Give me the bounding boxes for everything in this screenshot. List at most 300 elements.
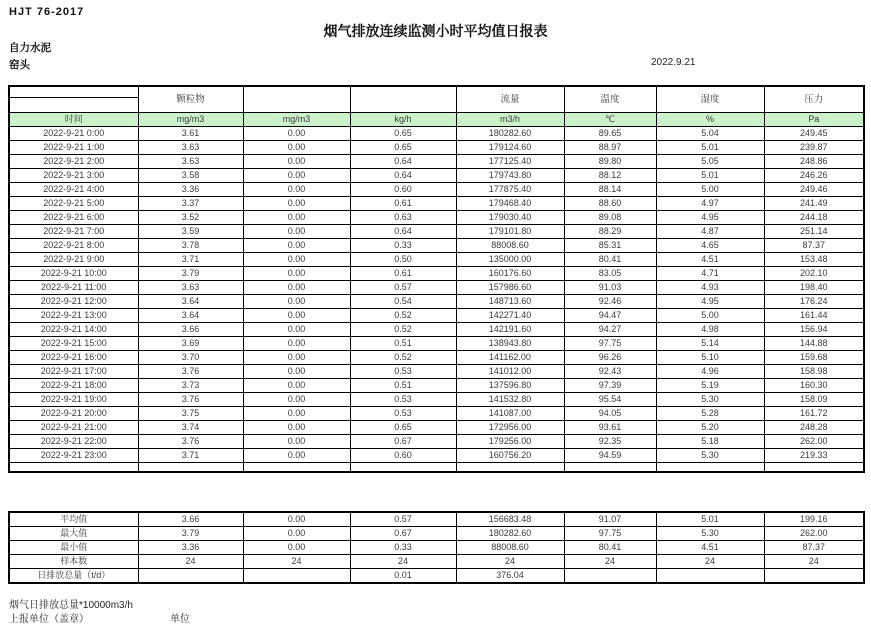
report-unit-label: 上报单位（盖章）: [9, 614, 89, 625]
table-cell: 0.00: [243, 309, 350, 323]
table-cell: 158.98: [764, 365, 864, 379]
table-cell: 0.00: [243, 365, 350, 379]
table-cell: 0.00: [243, 527, 350, 541]
table-cell: 2022-9-21 18:00: [9, 379, 138, 393]
table-cell: [456, 463, 564, 472]
table-cell: 180282.60: [456, 527, 564, 541]
table-cell: 248.28: [764, 421, 864, 435]
table-cell: 172956.00: [456, 421, 564, 435]
table-cell: 376.04: [456, 569, 564, 584]
table-cell: 3.76: [138, 365, 243, 379]
table-cell: 0.00: [243, 225, 350, 239]
table-cell: 89.65: [564, 127, 656, 141]
table-row: [9, 267, 864, 281]
table-cell: 2022-9-21 23:00: [9, 449, 138, 463]
unit-header-cell: 时间: [9, 113, 138, 127]
table-cell: 最大值: [9, 527, 138, 541]
table-cell: 3.61: [138, 127, 243, 141]
table-cell: 262.00: [764, 527, 864, 541]
table-cell: 5.01: [656, 141, 764, 155]
table-cell: 0.00: [243, 211, 350, 225]
table-cell: 24: [456, 555, 564, 569]
table-cell: 0.57: [350, 281, 456, 295]
column-header-cell: 压力: [764, 86, 864, 113]
table-cell: 2022-9-21 13:00: [9, 309, 138, 323]
column-header-cell: 温度: [564, 86, 656, 113]
table-cell: 159.68: [764, 351, 864, 365]
table-cell: 0.52: [350, 351, 456, 365]
footer-note: 烟气日排放总量*10000m3/h: [9, 600, 133, 611]
unit-header-cell: mg/m3: [243, 113, 350, 127]
table-cell: 241.49: [764, 197, 864, 211]
table-cell: 0.00: [243, 421, 350, 435]
unit-header-cell: m3/h: [456, 113, 564, 127]
table-cell: 5.04: [656, 127, 764, 141]
table-cell: 87.37: [764, 239, 864, 253]
table-cell: 2022-9-21 10:00: [9, 267, 138, 281]
table-cell: 88.97: [564, 141, 656, 155]
table-row: [9, 435, 864, 449]
table-cell: 153.48: [764, 253, 864, 267]
table-cell: 0.53: [350, 365, 456, 379]
summary-row: [9, 527, 864, 541]
table-cell: 5.10: [656, 351, 764, 365]
table-cell: 80.41: [564, 253, 656, 267]
table-row: [9, 225, 864, 239]
unit-header-cell: kg/h: [350, 113, 456, 127]
table-cell: 177125.40: [456, 155, 564, 169]
table-cell: 5.20: [656, 421, 764, 435]
table-cell: 89.08: [564, 211, 656, 225]
summary-row: [9, 541, 864, 555]
table-cell: 160.30: [764, 379, 864, 393]
table-cell: 249.46: [764, 183, 864, 197]
table-cell: 199.16: [764, 512, 864, 527]
table-cell: 148713.60: [456, 295, 564, 309]
table-cell: 0.60: [350, 449, 456, 463]
table-cell: 5.00: [656, 309, 764, 323]
table-cell: 0.64: [350, 225, 456, 239]
table-cell: 92.46: [564, 295, 656, 309]
table-cell: 5.28: [656, 407, 764, 421]
table-cell: 3.63: [138, 155, 243, 169]
table-cell: 180282.60: [456, 127, 564, 141]
table-cell: 0.00: [243, 449, 350, 463]
table-cell: 179030.40: [456, 211, 564, 225]
table-cell: 0.53: [350, 393, 456, 407]
table-cell: 3.70: [138, 351, 243, 365]
table-row: [9, 337, 864, 351]
table-cell: 2022-9-21 17:00: [9, 365, 138, 379]
table-row: [9, 127, 864, 141]
table-cell: 0.00: [243, 155, 350, 169]
column-header-cell: 颗粒物: [138, 86, 243, 113]
spacer-row: [9, 463, 864, 472]
table-cell: 92.43: [564, 365, 656, 379]
table-cell: 144.88: [764, 337, 864, 351]
table-cell: [243, 463, 350, 472]
table-cell: 2022-9-21 8:00: [9, 239, 138, 253]
table-cell: 141162.00: [456, 351, 564, 365]
table-cell: [764, 569, 864, 584]
table-cell: 0.00: [243, 239, 350, 253]
table-cell: 0.00: [243, 435, 350, 449]
table-cell: 97.39: [564, 379, 656, 393]
table-cell: 219.33: [764, 449, 864, 463]
table-cell: 0.00: [243, 541, 350, 555]
table-cell: 3.64: [138, 309, 243, 323]
table-cell: 87.37: [764, 541, 864, 555]
table-cell: 88008.60: [456, 239, 564, 253]
table-row: [9, 393, 864, 407]
table-cell: 3.52: [138, 211, 243, 225]
table-cell: 2022-9-21 6:00: [9, 211, 138, 225]
table-cell: 85.31: [564, 239, 656, 253]
table-cell: 141532.80: [456, 393, 564, 407]
table-cell: 0.64: [350, 155, 456, 169]
table-cell: 160756.20: [456, 449, 564, 463]
table-cell: 2022-9-21 7:00: [9, 225, 138, 239]
table-cell: 2022-9-21 16:00: [9, 351, 138, 365]
table-cell: 24: [764, 555, 864, 569]
table-cell: 88.12: [564, 169, 656, 183]
table-cell: 2022-9-21 4:00: [9, 183, 138, 197]
table-row: [9, 407, 864, 421]
table-cell: 0.53: [350, 407, 456, 421]
table-cell: 2022-9-21 2:00: [9, 155, 138, 169]
table-cell: 0.00: [243, 323, 350, 337]
table-cell: 2022-9-21 20:00: [9, 407, 138, 421]
table-row: [9, 183, 864, 197]
table-row: [9, 169, 864, 183]
table-cell: 0.00: [243, 197, 350, 211]
table-cell: 89.80: [564, 155, 656, 169]
table-row: [9, 211, 864, 225]
table-cell: 160176.60: [456, 267, 564, 281]
table-cell: 3.71: [138, 449, 243, 463]
table-cell: 248.86: [764, 155, 864, 169]
table-cell: 0.00: [243, 267, 350, 281]
summary-row: [9, 555, 864, 569]
table-cell: 3.78: [138, 239, 243, 253]
summary-table: [8, 511, 865, 584]
table-cell: [656, 569, 764, 584]
table-row: [9, 197, 864, 211]
table-cell: 94.59: [564, 449, 656, 463]
table-cell: 158.09: [764, 393, 864, 407]
table-cell: 3.79: [138, 527, 243, 541]
time-header-split-cell: [9, 86, 138, 113]
table-cell: 3.69: [138, 337, 243, 351]
column-header-cell: 流量: [456, 86, 564, 113]
table-cell: 80.41: [564, 541, 656, 555]
table-cell: 0.00: [243, 253, 350, 267]
table-cell: 5.01: [656, 169, 764, 183]
table-cell: 88.29: [564, 225, 656, 239]
table-row: [9, 239, 864, 253]
table-row: [9, 323, 864, 337]
table-cell: 0.00: [243, 512, 350, 527]
table-cell: [138, 463, 243, 472]
table-cell: 4.51: [656, 541, 764, 555]
table-cell: 157986.60: [456, 281, 564, 295]
table-cell: 0.00: [243, 337, 350, 351]
table-cell: 179743.80: [456, 169, 564, 183]
table-cell: 2022-9-21 15:00: [9, 337, 138, 351]
table-cell: [9, 463, 138, 472]
table-cell: [564, 569, 656, 584]
table-cell: 0.51: [350, 379, 456, 393]
table-row: [9, 141, 864, 155]
table-cell: 95.54: [564, 393, 656, 407]
table-cell: 3.36: [138, 183, 243, 197]
table-cell: 3.79: [138, 267, 243, 281]
table-row: [9, 309, 864, 323]
table-cell: 156683.48: [456, 512, 564, 527]
table-cell: 24: [564, 555, 656, 569]
table-cell: 4.97: [656, 197, 764, 211]
table-cell: 24: [656, 555, 764, 569]
table-cell: 138943.80: [456, 337, 564, 351]
table-cell: 249.45: [764, 127, 864, 141]
table-cell: 88.60: [564, 197, 656, 211]
table-cell: 141087.00: [456, 407, 564, 421]
table-cell: 0.33: [350, 239, 456, 253]
table-cell: 3.63: [138, 281, 243, 295]
table-cell: 91.07: [564, 512, 656, 527]
table-cell: 0.57: [350, 512, 456, 527]
table-cell: 3.76: [138, 435, 243, 449]
table-cell: 0.00: [243, 407, 350, 421]
table-cell: 5.00: [656, 183, 764, 197]
table-cell: 2022-9-21 22:00: [9, 435, 138, 449]
table-cell: 日排放总量（t/d）: [9, 569, 138, 584]
table-cell: 3.37: [138, 197, 243, 211]
table-cell: 141012.00: [456, 365, 564, 379]
table-cell: 94.47: [564, 309, 656, 323]
table-row: [9, 351, 864, 365]
table-cell: 4.71: [656, 267, 764, 281]
table-cell: 5.14: [656, 337, 764, 351]
unit-header-row: [9, 113, 864, 127]
table-cell: 3.63: [138, 141, 243, 155]
table-cell: 3.58: [138, 169, 243, 183]
table-cell: 5.01: [656, 512, 764, 527]
column-header-cell: 湿度: [656, 86, 764, 113]
table-cell: 5.30: [656, 449, 764, 463]
table-cell: 4.96: [656, 365, 764, 379]
table-cell: 0.54: [350, 295, 456, 309]
table-cell: 97.75: [564, 527, 656, 541]
table-cell: 0.61: [350, 267, 456, 281]
table-cell: 4.51: [656, 253, 764, 267]
table-cell: [350, 463, 456, 472]
table-cell: 142191.60: [456, 323, 564, 337]
table-cell: [656, 463, 764, 472]
table-row: [9, 295, 864, 309]
table-cell: 179101.80: [456, 225, 564, 239]
table-cell: 179124.60: [456, 141, 564, 155]
company-name: 自力水泥: [9, 42, 51, 54]
table-cell: 0.61: [350, 197, 456, 211]
main-table: [8, 85, 865, 473]
table-row: [9, 421, 864, 435]
unit-header-cell: mg/m3: [138, 113, 243, 127]
table-cell: 262.00: [764, 435, 864, 449]
table-cell: 0.67: [350, 435, 456, 449]
table-cell: 2022-9-21 11:00: [9, 281, 138, 295]
table-cell: [243, 569, 350, 584]
table-cell: 137596.80: [456, 379, 564, 393]
table-cell: 3.64: [138, 295, 243, 309]
page-title: 烟气排放连续监测小时平均值日报表: [323, 23, 548, 39]
table-cell: 3.76: [138, 393, 243, 407]
table-cell: 3.71: [138, 253, 243, 267]
table-cell: 246.26: [764, 169, 864, 183]
table-cell: [138, 569, 243, 584]
table-cell: 198.40: [764, 281, 864, 295]
table-cell: 3.74: [138, 421, 243, 435]
table-cell: 2022-9-21 5:00: [9, 197, 138, 211]
group-header-row: [9, 86, 864, 113]
table-cell: 91.03: [564, 281, 656, 295]
table-cell: 4.95: [656, 295, 764, 309]
table-row: [9, 449, 864, 463]
table-cell: 135000.00: [456, 253, 564, 267]
table-cell: 94.05: [564, 407, 656, 421]
table-cell: 2022-9-21 12:00: [9, 295, 138, 309]
table-cell: 0.00: [243, 393, 350, 407]
table-cell: 244.18: [764, 211, 864, 225]
summary-row: [9, 569, 864, 584]
table-cell: 0.00: [243, 295, 350, 309]
column-header-cell: [350, 86, 456, 113]
table-cell: 2022-9-21 0:00: [9, 127, 138, 141]
table-cell: 0.33: [350, 541, 456, 555]
table-cell: 2022-9-21 3:00: [9, 169, 138, 183]
table-cell: 202.10: [764, 267, 864, 281]
table-cell: 2022-9-21 1:00: [9, 141, 138, 155]
table-cell: 24: [350, 555, 456, 569]
table-cell: 179256.00: [456, 435, 564, 449]
table-cell: 样本数: [9, 555, 138, 569]
table-cell: 251.14: [764, 225, 864, 239]
unit-header-cell: Pa: [764, 113, 864, 127]
table-cell: 161.44: [764, 309, 864, 323]
table-cell: 0.01: [350, 569, 456, 584]
split-bottom-cell: [10, 98, 138, 112]
table-cell: 24: [138, 555, 243, 569]
table-cell: 0.51: [350, 337, 456, 351]
table-cell: 3.36: [138, 541, 243, 555]
unit-label: 单位: [170, 614, 190, 625]
table-cell: 5.19: [656, 379, 764, 393]
table-cell: [764, 463, 864, 472]
table-cell: 平均值: [9, 512, 138, 527]
table-cell: 0.50: [350, 253, 456, 267]
table-cell: 3.75: [138, 407, 243, 421]
table-cell: 0.00: [243, 351, 350, 365]
table-cell: 最小值: [9, 541, 138, 555]
table-cell: 2022-9-21 21:00: [9, 421, 138, 435]
table-cell: 5.05: [656, 155, 764, 169]
table-row: [9, 281, 864, 295]
table-cell: 4.95: [656, 211, 764, 225]
split-top-cell: [10, 87, 138, 98]
table-cell: 3.66: [138, 512, 243, 527]
table-cell: 24: [243, 555, 350, 569]
table-cell: 0.00: [243, 281, 350, 295]
table-row: [9, 365, 864, 379]
table-cell: 94.27: [564, 323, 656, 337]
table-cell: 83.05: [564, 267, 656, 281]
unit-header-cell: %: [656, 113, 764, 127]
summary-row: [9, 512, 864, 527]
table-cell: 4.65: [656, 239, 764, 253]
table-cell: 161.72: [764, 407, 864, 421]
table-cell: 96.26: [564, 351, 656, 365]
table-cell: 156.94: [764, 323, 864, 337]
report-date: 2022.9.21: [651, 57, 696, 68]
table-row: [9, 155, 864, 169]
table-cell: 5.18: [656, 435, 764, 449]
table-cell: 0.00: [243, 183, 350, 197]
table-cell: 2022-9-21 19:00: [9, 393, 138, 407]
table-cell: 0.64: [350, 169, 456, 183]
table-cell: 0.00: [243, 141, 350, 155]
table-cell: 0.00: [243, 169, 350, 183]
table-cell: 0.65: [350, 141, 456, 155]
table-cell: 0.00: [243, 379, 350, 393]
table-cell: 142271.40: [456, 309, 564, 323]
table-cell: 4.93: [656, 281, 764, 295]
table-cell: 0.63: [350, 211, 456, 225]
table-cell: 0.52: [350, 323, 456, 337]
unit-header-cell: ℃: [564, 113, 656, 127]
table-cell: 0.65: [350, 421, 456, 435]
table-cell: 5.30: [656, 393, 764, 407]
table-cell: 0.00: [243, 127, 350, 141]
table-cell: 2022-9-21 14:00: [9, 323, 138, 337]
table-cell: 4.87: [656, 225, 764, 239]
monitoring-point: 窑头: [9, 59, 30, 71]
table-cell: 179468.40: [456, 197, 564, 211]
table-cell: 177875.40: [456, 183, 564, 197]
standard-code: HJT 76-2017: [9, 6, 85, 18]
table-cell: 176.24: [764, 295, 864, 309]
table-cell: 88.14: [564, 183, 656, 197]
table-row: [9, 379, 864, 393]
table-cell: [564, 463, 656, 472]
table-cell: 3.59: [138, 225, 243, 239]
table-cell: 3.66: [138, 323, 243, 337]
table-cell: 5.30: [656, 527, 764, 541]
table-cell: 3.73: [138, 379, 243, 393]
table-cell: 239.87: [764, 141, 864, 155]
table-cell: 0.60: [350, 183, 456, 197]
table-cell: 0.65: [350, 127, 456, 141]
table-row: [9, 253, 864, 267]
column-header-cell: [243, 86, 350, 113]
table-cell: 4.98: [656, 323, 764, 337]
table-cell: 93.61: [564, 421, 656, 435]
table-cell: 88008.60: [456, 541, 564, 555]
table-cell: 0.52: [350, 309, 456, 323]
table-cell: 2022-9-21 9:00: [9, 253, 138, 267]
table-cell: 97.75: [564, 337, 656, 351]
table-cell: 0.67: [350, 527, 456, 541]
table-cell: 92.35: [564, 435, 656, 449]
